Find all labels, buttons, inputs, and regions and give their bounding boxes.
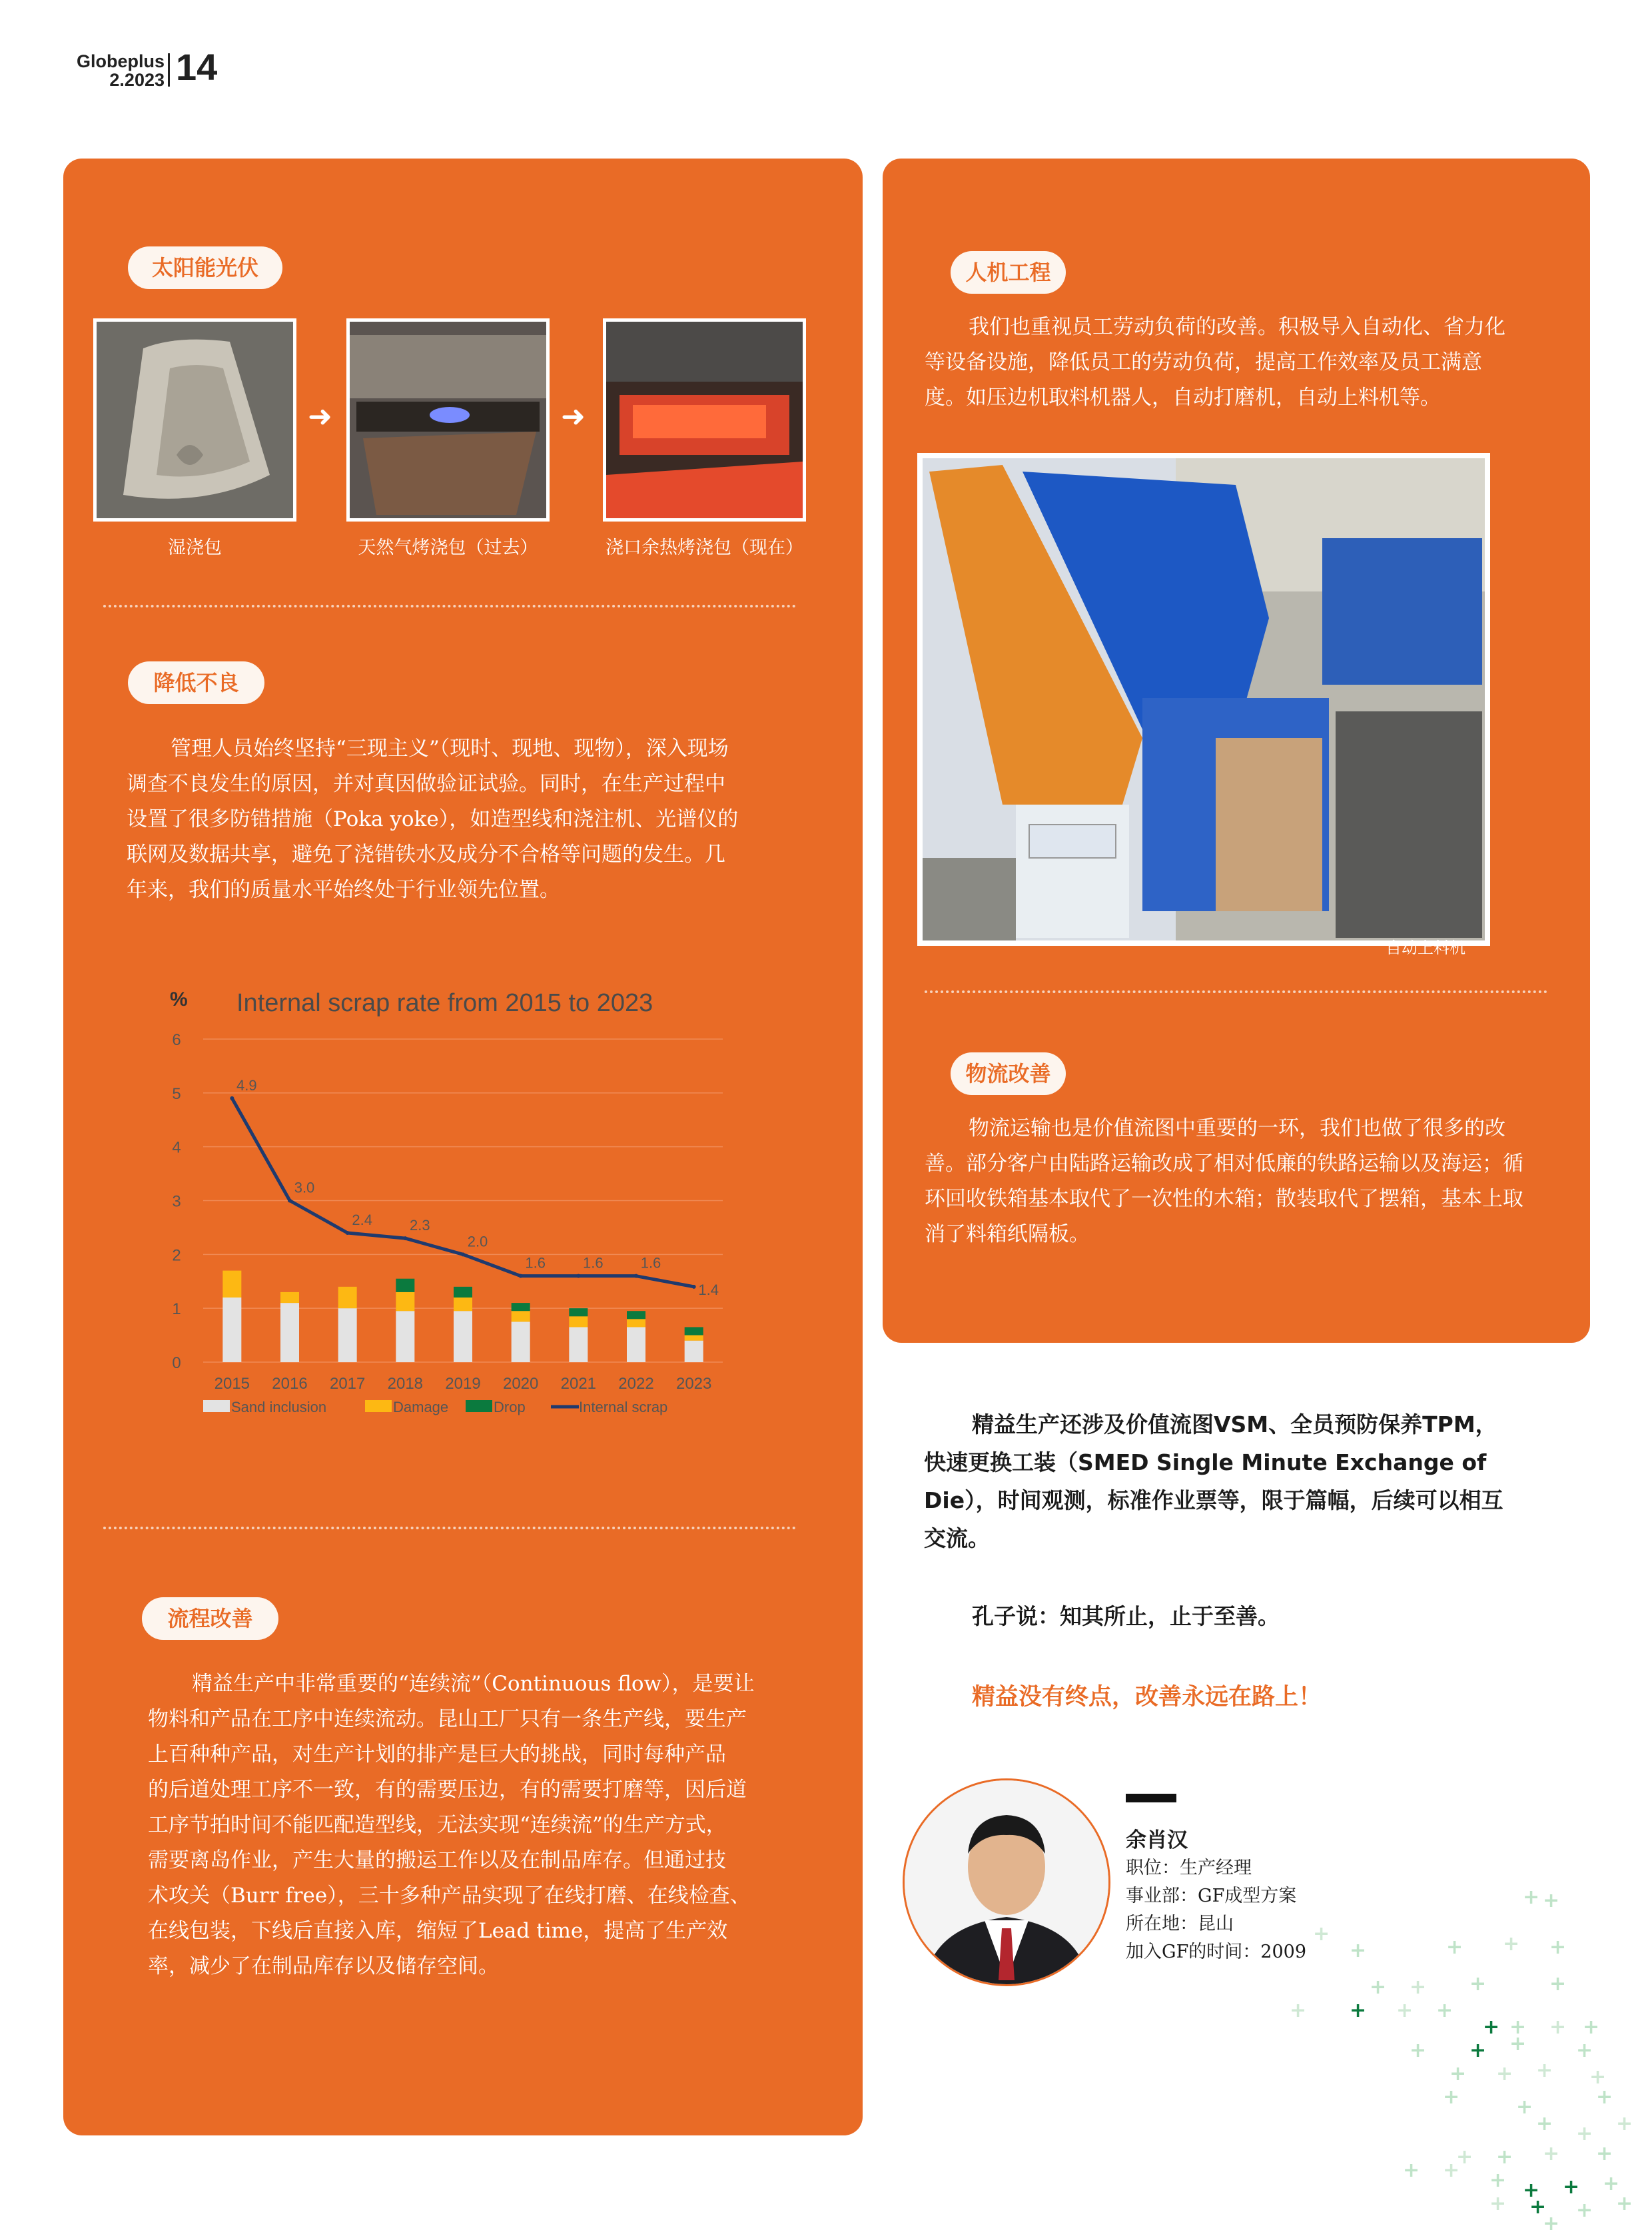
- cross-icon: +: [1589, 2065, 1607, 2089]
- text-line: 年来，我们的质量水平始终处于行业领先位置。: [127, 878, 560, 902]
- text-line: 物流运输也是价值流图中重要的一环，我们也做了很多的改: [969, 1116, 1505, 1140]
- closing-slogan: 精益没有终点，改善永远在路上！: [972, 1683, 1322, 1710]
- bar-segment: [569, 1327, 588, 1362]
- cross-icon: +: [1583, 2016, 1600, 2039]
- data-label: 1.4: [698, 1281, 719, 1298]
- ergonomics-paragraph: [925, 310, 1547, 416]
- bar-segment: [338, 1287, 357, 1308]
- cross-icon: +: [1436, 1999, 1453, 2022]
- y-tick-label: 1: [172, 1300, 181, 1319]
- legend-label: Internal scrap: [579, 1399, 668, 1415]
- x-tick-label: 2020: [502, 1375, 539, 1393]
- bar-segment: [454, 1311, 472, 1362]
- cross-icon: +: [1549, 1936, 1567, 1959]
- cross-icon: +: [1523, 2179, 1540, 2202]
- text-line: 术攻关（Burr free），三十多种产品实现了在线打磨、在线检查、: [148, 1884, 751, 1908]
- text-line: 环回收铁箱基本取代了一次性的木箱；散装取代了摆箱，基本上取: [925, 1187, 1523, 1211]
- bar-segment: [222, 1298, 241, 1362]
- data-label: 1.6: [525, 1254, 546, 1272]
- data-label: 3.0: [294, 1179, 315, 1196]
- line-point: [692, 1285, 696, 1289]
- text-line: 在线包装，下线后直接入库，缩短了Lead time，提高了生产效: [148, 1919, 728, 1943]
- photo-caption: 浇口余热烤浇包（现在）: [606, 538, 803, 558]
- line-point: [288, 1199, 292, 1203]
- defects-paragraph: [127, 731, 766, 908]
- legend-swatch: [203, 1400, 230, 1412]
- legend-swatch: [466, 1400, 492, 1412]
- cross-icon: +: [1576, 2122, 1593, 2145]
- wet-ladle-photo: [93, 318, 296, 522]
- author-info: [1126, 1826, 1306, 1966]
- y-tick-label: 0: [172, 1354, 181, 1372]
- bar-segment: [280, 1292, 299, 1303]
- cross-icon: +: [1549, 2016, 1567, 2039]
- text-line: 的后道处理工序不一致，有的需要压边，有的需要打磨等，因后道: [148, 1778, 747, 1802]
- text-line: 交流。: [924, 1525, 990, 1551]
- text-line: 善。部分客户由陆路运输改成了相对低廉的铁路运输以及海运；循: [925, 1152, 1523, 1176]
- logistics-paragraph: [925, 1111, 1551, 1252]
- bar-segment: [627, 1319, 645, 1327]
- cross-icon: +: [1536, 2112, 1553, 2135]
- bar-segment: [685, 1335, 703, 1341]
- legend-swatch: [365, 1400, 392, 1412]
- profile-accent-bar: [1126, 1794, 1176, 1802]
- cross-icon: +: [1469, 2039, 1487, 2062]
- bar-segment: [569, 1308, 588, 1316]
- line-point: [230, 1096, 234, 1100]
- data-label: 2.0: [467, 1233, 488, 1250]
- section-pill-defects: 降低不良: [128, 661, 264, 704]
- cross-icon: +: [1350, 1939, 1367, 1962]
- cross-icon: +: [1616, 2112, 1633, 2135]
- line-point: [576, 1274, 580, 1278]
- text-line: 度。如压边机取料机器人，自动打磨机，自动上料机等。: [925, 386, 1441, 410]
- cross-icon: +: [1543, 2212, 1560, 2235]
- header-divider: [168, 53, 170, 87]
- masthead: [77, 52, 165, 89]
- text-line: 联网及数据共享，避免了浇错铁水及成分不合格等问题的发生。几: [127, 843, 725, 867]
- cross-icon: +: [1496, 2062, 1513, 2085]
- cross-icon: +: [1410, 2039, 1427, 2062]
- line-point: [634, 1274, 638, 1278]
- cross-icon: +: [1543, 2142, 1560, 2165]
- text-line: 精益生产中非常重要的“连续流”（Continuous flow），是要让: [192, 1672, 755, 1696]
- text-line: 消了料箱纸隔板。: [925, 1222, 1090, 1246]
- cross-icon: +: [1396, 1999, 1414, 2022]
- cross-icon: +: [1523, 1886, 1540, 1909]
- author-portrait: [903, 1778, 1110, 1986]
- cross-icon: +: [1489, 2169, 1507, 2192]
- cross-icon: +: [1370, 1976, 1387, 1999]
- text-line: 物料和产品在工序中连续流动。昆山工厂只有一条生产线，要生产: [148, 1707, 747, 1731]
- bar-segment: [396, 1279, 414, 1292]
- text-line: 管理人员始终坚持“三现主义”（现时、现地、现物），深入现场: [171, 737, 729, 761]
- cross-icon: +: [1509, 2016, 1527, 2039]
- bar-segment: [338, 1308, 357, 1362]
- flow-paragraph: [148, 1667, 767, 1984]
- cross-icon: +: [1563, 2175, 1580, 2199]
- section-pill-logistics: 物流改善: [951, 1052, 1066, 1095]
- bar-segment: [280, 1303, 299, 1362]
- author-location: 所在地：昆山: [1126, 1914, 1234, 1934]
- scrap-rate-chart: [150, 979, 749, 1445]
- cross-icon: +: [1616, 2192, 1633, 2215]
- cross-icon: +: [1446, 1936, 1463, 1959]
- photo-caption: 天然气烤浇包（过去）: [358, 538, 538, 558]
- x-tick-label: 2015: [214, 1375, 250, 1393]
- x-tick-label: 2017: [329, 1375, 366, 1393]
- issue-number: 2.2023: [109, 70, 165, 90]
- legend-label: Drop: [494, 1399, 526, 1415]
- x-tick-label: 2016: [272, 1375, 308, 1393]
- cross-icon: +: [1483, 2016, 1500, 2039]
- arrow-right-icon: ➜: [561, 400, 586, 434]
- cross-icon: +: [1443, 2085, 1460, 2109]
- bar-segment: [627, 1311, 645, 1319]
- y-tick-label: 3: [172, 1192, 181, 1211]
- cross-icon: +: [1549, 1972, 1567, 1996]
- line-point: [461, 1252, 465, 1256]
- x-tick-label: 2022: [618, 1375, 654, 1393]
- y-tick-label: 6: [172, 1031, 181, 1049]
- cross-icon: +: [1603, 2172, 1620, 2195]
- cross-icon: +: [1489, 2192, 1507, 2215]
- bar-segment: [685, 1327, 703, 1335]
- cross-icon: +: [1350, 1999, 1367, 2022]
- text-line: 快速更换工装（SMED Single Minute Exchange of: [924, 1449, 1487, 1475]
- cross-icon: +: [1576, 2039, 1593, 2062]
- cross-icon: +: [1516, 2095, 1533, 2119]
- cross-icon: +: [1496, 2145, 1513, 2169]
- auto-loader-photo: [917, 453, 1490, 946]
- cross-icon: +: [1313, 1922, 1330, 1946]
- x-tick-label: 2021: [560, 1375, 597, 1393]
- text-line: 等设备设施，降低员工的劳动负荷，提高工作效率及员工满意: [925, 350, 1482, 374]
- section-pill-flow: 流程改善: [142, 1597, 278, 1640]
- arrow-right-icon: ➜: [308, 400, 332, 434]
- cross-icon: +: [1509, 2032, 1527, 2055]
- cross-icon: +: [1403, 2159, 1420, 2182]
- bar-segment: [512, 1311, 530, 1321]
- x-tick-label: 2018: [387, 1375, 424, 1393]
- text-line: 设置了很多防错措施（Poka yoke），如造型线和浇注机、光谱仪的: [127, 807, 739, 831]
- waste-heat-ladle-photo: [603, 318, 806, 522]
- author-name: 余肖汉: [1126, 1828, 1188, 1852]
- cross-icon: +: [1290, 1999, 1307, 2022]
- data-label: 1.6: [583, 1254, 604, 1272]
- bar-segment: [569, 1316, 588, 1327]
- y-axis-unit: %: [170, 988, 188, 1010]
- x-tick-label: 2019: [445, 1375, 481, 1393]
- bar-segment: [512, 1303, 530, 1311]
- text-line: 调查不良发生的原因，并对真因做验证试验。同时，在生产过程中: [127, 772, 725, 796]
- bar-segment: [512, 1321, 530, 1362]
- data-label: 2.4: [352, 1212, 372, 1228]
- cross-icon: +: [1576, 2199, 1593, 2222]
- cross-icon: +: [1536, 2059, 1553, 2082]
- photo-caption: 自动上料机: [1386, 938, 1465, 957]
- line-point: [403, 1236, 407, 1240]
- cross-icon: +: [1443, 2159, 1460, 2182]
- cross-icon: +: [1543, 1889, 1560, 1912]
- line-point: [346, 1231, 350, 1235]
- author-title: 职位：生产经理: [1126, 1858, 1252, 1878]
- text-line: Die），时间观测，标准作业票等，限于篇幅，后续可以相互: [924, 1487, 1503, 1513]
- bar-segment: [396, 1311, 414, 1362]
- author-joined: 加入GF的时间：2009: [1126, 1942, 1307, 1962]
- dotted-divider: [925, 990, 1547, 993]
- cross-icon: +: [1503, 1932, 1520, 1956]
- brand-name: Globeplus: [77, 51, 165, 71]
- bar-segment: [627, 1327, 645, 1362]
- section-pill-solar: 太阳能光伏: [128, 246, 282, 289]
- y-tick-label: 4: [172, 1138, 181, 1157]
- text-line: 我们也重视员工劳动负荷的改善。积极导入自动化、省力化: [969, 315, 1505, 339]
- cross-icon: +: [1596, 2142, 1613, 2165]
- chart-title: Internal scrap rate from 2015 to 2023: [236, 989, 653, 1017]
- y-tick-label: 5: [172, 1084, 181, 1103]
- cross-icon: +: [1410, 1976, 1427, 1999]
- data-label: 2.3: [410, 1217, 430, 1234]
- bar-segment: [396, 1292, 414, 1311]
- bar-segment: [222, 1271, 241, 1298]
- cross-icon: +: [1449, 2062, 1467, 2085]
- bar-segment: [454, 1287, 472, 1298]
- text-line: 工序节拍时间不能匹配造型线，无法实现“连续流”的生产方式，: [148, 1813, 727, 1837]
- gas-ladle-photo: [346, 318, 550, 522]
- cross-icon: +: [1529, 2195, 1547, 2219]
- y-tick-label: 2: [172, 1246, 181, 1265]
- photo-caption: 湿浇包: [168, 538, 222, 558]
- cross-icon: +: [1596, 2085, 1613, 2109]
- author-division: 事业部：GF成型方案: [1126, 1886, 1297, 1906]
- text-line: 需要离岛作业，产生大量的搬运工作以及在制品库存。但通过技: [148, 1848, 726, 1872]
- text-line: 精益生产还涉及价值流图VSM、全员预防保养TPM，: [972, 1411, 1497, 1437]
- confucius-quote: 孔子说：知其所止，止于至善。: [972, 1603, 1280, 1629]
- section-pill-ergonomics: 人机工程: [951, 251, 1066, 294]
- line-point: [519, 1274, 523, 1278]
- legend-label: Sand inclusion: [231, 1399, 327, 1415]
- x-tick-label: 2023: [675, 1375, 712, 1393]
- bar-segment: [454, 1298, 472, 1311]
- page-number: 14: [176, 46, 218, 88]
- cross-icon: +: [1469, 1972, 1487, 1996]
- cross-icon: +: [1456, 2145, 1473, 2169]
- dotted-divider: [103, 605, 796, 607]
- text-line: 上百种种产品，对生产计划的排产是巨大的挑战，同时每种产品: [148, 1742, 726, 1766]
- text-line: 率，减少了在制品库存以及储存空间。: [148, 1954, 499, 1978]
- data-label: 4.9: [236, 1076, 257, 1094]
- dotted-divider: [103, 1527, 796, 1529]
- closing-paragraph: [924, 1405, 1563, 1557]
- legend-label: Damage: [393, 1399, 449, 1415]
- bar-segment: [685, 1341, 703, 1362]
- data-label: 1.6: [640, 1254, 661, 1272]
